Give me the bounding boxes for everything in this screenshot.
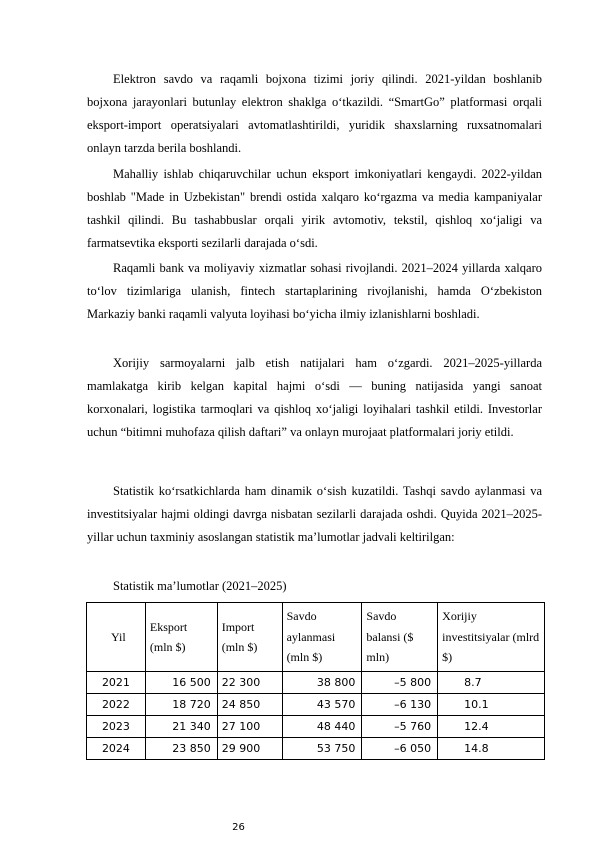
- cell-trade-turnover: 53 750: [282, 738, 362, 760]
- cell-foreign-investment: 8.7: [438, 672, 545, 694]
- paragraph-foreign-investment: Xorijiy sarmoyalarni jalb etish natijalari ham o‘zgardi. 2021–2025-yillarda mamlakatga kirib kelgan kapital hajmi o‘sdi — buning natijasida yangi sanoat korxonalari, logistika tarmoqlari va qishloq xo‘jaligi loyihalari tashkil etildi. Investorlar uchun “bitimni muhofaza qilish daftari” va onlayn murojaat platformalari joriy etildi.: [87, 356, 542, 439]
- cell-import: 22 300: [217, 672, 282, 694]
- cell-trade-balance: –5 760: [362, 716, 438, 738]
- table-row: [87, 738, 545, 760]
- cell-year: 2022: [87, 694, 146, 716]
- table-row: [87, 672, 545, 694]
- cell-trade-balance: –5 800: [362, 672, 438, 694]
- statistics-table: [86, 602, 545, 760]
- cell-trade-balance: –6 050: [362, 738, 438, 760]
- page-number-container: [0, 822, 595, 833]
- table-header-row: [87, 603, 545, 672]
- header-year: Yil: [87, 603, 146, 672]
- cell-year: 2023: [87, 716, 146, 738]
- header-trade-balance: Savdo balansi ($ mln): [362, 603, 438, 672]
- table-row: [87, 694, 545, 716]
- table-caption: Statistik ma’lumotlar (2021–2025): [113, 579, 287, 593]
- cell-foreign-investment: 14.8: [438, 738, 545, 760]
- cell-year: 2024: [87, 738, 146, 760]
- cell-trade-balance: –6 130: [362, 694, 438, 716]
- cell-foreign-investment: 12.4: [438, 716, 545, 738]
- cell-export: 18 720: [145, 694, 217, 716]
- cell-import: 29 900: [217, 738, 282, 760]
- cell-trade-turnover: 38 800: [282, 672, 362, 694]
- cell-export: 23 850: [145, 738, 217, 760]
- cell-trade-turnover: 43 570: [282, 694, 362, 716]
- page-number: 26: [232, 822, 245, 833]
- cell-trade-turnover: 48 440: [282, 716, 362, 738]
- cell-year: 2021: [87, 672, 146, 694]
- paragraph-export-brand: Mahalliy ishlab chiqaruvchilar uchun eksport imkoniyatlari kengaydi. 2022-yildan boshlab "Made in Uzbekistan" brendi ostida xalqaro ko‘rgazma va media kampaniyalar tashkil qilindi. Bu tashabbuslar orqali yirik avtomotiv, tekstil, qishloq xo‘jaligi va farmatsevtika eksporti sezilarli darajada o‘sdi.: [87, 167, 542, 250]
- header-trade-turnover: Savdo aylanmasi (mln $): [282, 603, 362, 672]
- cell-import: 27 100: [217, 716, 282, 738]
- header-export: Eksport (mln $): [145, 603, 217, 672]
- table-row: [87, 716, 545, 738]
- header-import: Import (mln $): [217, 603, 282, 672]
- cell-import: 24 850: [217, 694, 282, 716]
- cell-export: 16 500: [145, 672, 217, 694]
- paragraph-smart-customs: Elektron savdo va raqamli bojxona tizimi joriy qilindi. 2021-yildan boshlanib bojxona jarayonlari butunlay elektron shaklga o‘tkazildi. “SmartGo” platformasi orqali eksport-import operatsiyalari avtomatlashtirildi, yuridik shaxslarning ruxsatnomalari onlayn tarzda berila boshlandi.: [87, 72, 542, 155]
- header-foreign-investment: Xorijiy investitsiyalar (mlrd $): [438, 603, 545, 672]
- cell-export: 21 340: [145, 716, 217, 738]
- paragraph-statistics-intro: Statistik ko‘rsatkichlarda ham dinamik o‘sish kuzatildi. Tashqi savdo aylanmasi va investitsiyalar hajmi oldingi davrga nisbatan sezilarli darajada oshdi. Quyida 2021–2025-yillar uchun taxminiy asoslangan statistik ma’lumotlar jadvali keltirilgan:: [87, 484, 542, 544]
- paragraph-digital-bank: Raqamli bank va moliyaviy xizmatlar sohasi rivojlandi. 2021–2024 yillarda xalqaro to‘lov tizimlariga ulanish, fintech startaplarining rivojlanishi, hamda O‘zbekiston Markaziy banki raqamli valyuta loyihasi bo‘yicha ilmiy izlanishlarni boshladi.: [87, 261, 542, 321]
- cell-foreign-investment: 10.1: [438, 694, 545, 716]
